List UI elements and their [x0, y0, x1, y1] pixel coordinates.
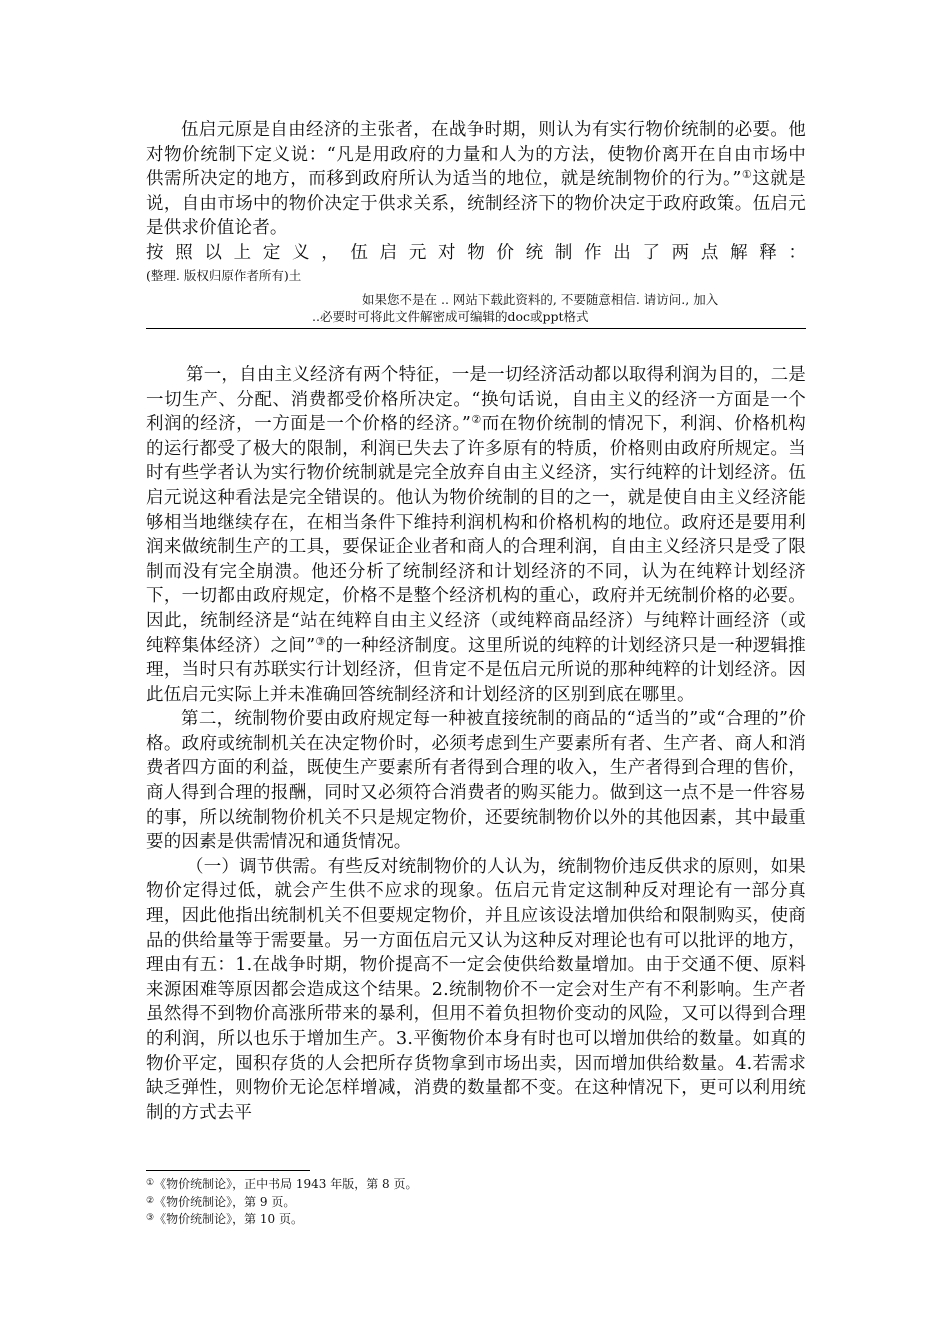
body-paragraph-second: 第二，统制物价要由政府规定每一种被直接统制的商品的“适当的”或“合理的”价格。政府或统制机关在决定物价时，必须考虑到生产要素所有者、生产者、商人和消费者四方面的利益，既使生产要素所有者得到合理的收入，生产者得到合理的售价，商人得到合理的报酬，同时又必须符合消费者的购买能力。做到这一点不是一件容易的事，所以统制物价机关不只是规定物价，还要统制物价以外的其他因素，其中最重要的因素是供需情况和通货情况。: [146, 709, 806, 853]
footnote-mark-2: ②: [146, 1195, 155, 1206]
footnote-ref-2[interactable]: ②: [471, 413, 482, 427]
footnote-ref-1[interactable]: ①: [741, 168, 753, 182]
main-body: [146, 363, 806, 1125]
footnote-ref-3[interactable]: ③: [315, 634, 326, 648]
footnotes: [146, 1170, 806, 1228]
body-paragraph-supply: （一）调节供需。有些反对统制物价的人认为，统制物价违反供求的原则，如果物价定得过低，就会产生供不应求的现象。伍启元肯定这制种反对理论有一部分真理，因此他指出统制机关不但要规定物价，并且应该设法增加供给和限制购买，使商品的供给量等于需要量。另一方面伍启元又认为这种反对理论也有可以批评的地方，理由有五：1.在战争时期，物价提高不一定会使供给数量增加。由于交通不便、原料来源困难等原因都会造成这个结果。2.统制物价不一定会对生产有不利影响。生产者虽然得不到物价高涨所带来的暴利，但用不着负担物价变动的风险，又可以得到合理的利润，所以也乐于增加生产。3.平衡物价本身有时也可以增加供给的数量。如真的物价平定，囤积存货的人会把所存货物拿到市场出卖，因而增加供给数量。4.若需求缺乏弹性，则物价无论怎样增减，消费的数量都不变。在这种情况下，更可以利用统制的方式去平: [146, 856, 806, 1123]
watermark-line-2: ..必要时可将此文件解密成可编辑的doc或ppt格式: [312, 308, 589, 324]
footnote-rule: [146, 1170, 310, 1171]
intro-text-b: 这就是说，自由市场中的物价决定于供求关系，统制经济下的物价决定于政府政策。伍启元是供求价值论者。: [146, 169, 807, 239]
footnote-text-1: 《物价统制论》，正中书局 1943 年版，第 8 页。: [154, 1177, 418, 1191]
first-point-text-c: 的一种经济制度。这里所说的纯粹的计划经济只是一种逻辑推理，当时只有苏联实行计划经济，但肯定不是伍启元所说的那种纯粹的计划经济。因此伍启元实际上并未准确回答统制经济和计划经济的区别到底在哪里。: [146, 635, 807, 705]
body-paragraph-first: [146, 363, 806, 707]
footnote-1: [146, 1175, 806, 1193]
first-point-text-a: 第一，自由主义经济有两个特征，一是一切经济活动都以取得利润为目的，二是一切生产、分配、消费都受价格所决定。“换句话说，自由主义的经济一方面是一个利润的经济，一方面是一个价格的经济。”: [146, 364, 806, 435]
footnote-text-3: 《物价统制论》，第 10 页。: [154, 1212, 303, 1226]
download-watermark: [146, 291, 806, 325]
first-point-text-b: 而在物价统制的情况下，利润、价格机构的运行都受了极大的限制，利润已失去了许多原有的特质，价格则由政府所规定。当时有些学者认为实行物价统制就是完全放弃自由主义经济，实行纯粹的计划经济。伍启元说这种看法是完全错误的。他认为物价统制的目的之一，就是使自由主义经济能够相当地继续存在，在相当条件下维持利润机构和价格机构的地位。政府还是要用利润来做统制生产的工具，要保证企业者和商人的合理利润，自由主义经济只是受了限制而没有完全崩溃。他还分析了统制经济和计划经济的不同，认为在纯粹计划经济下，一切都由政府规定，价格不是整个经济机构的重心，政府并无统制价格的必要。因此，统制经济是“站在纯粹自由主义经济（或纯粹商品经济）与纯粹计画经济（或纯粹集体经济）之间”: [146, 414, 806, 656]
intro-paragraph: [146, 118, 806, 241]
footnote-3: [146, 1210, 806, 1228]
definition-heading: 按照以上定义，伍启元对物价统制作出了两点解释：: [146, 242, 806, 263]
footnote-mark-1: ①: [146, 1178, 155, 1188]
watermark-line-1: 如果您不是在 .. 网站下载此资料的, 不要随意相信. 请访问., 加入: [362, 291, 719, 307]
footnote-2: [146, 1193, 806, 1211]
footnote-text-2: 《物价统制论》，第 9 页。: [154, 1194, 296, 1209]
intro-text-a: 伍启元原是自由经济的主张者，在战争时期，则认为有实行物价统制的必要。他对物价统制下定义说：“凡是用政府的力量和人为的方法，使物价离开在自由市场中供需所决定的地方，而移到政府所认为适当的地位，就是统制物价的行为。”: [146, 120, 806, 190]
copyright-note: (整理. 版权归原作者所有)土: [146, 267, 302, 283]
footnote-mark-3: ③: [146, 1213, 155, 1223]
document-page: [146, 118, 806, 1125]
header-divider: [146, 328, 806, 329]
